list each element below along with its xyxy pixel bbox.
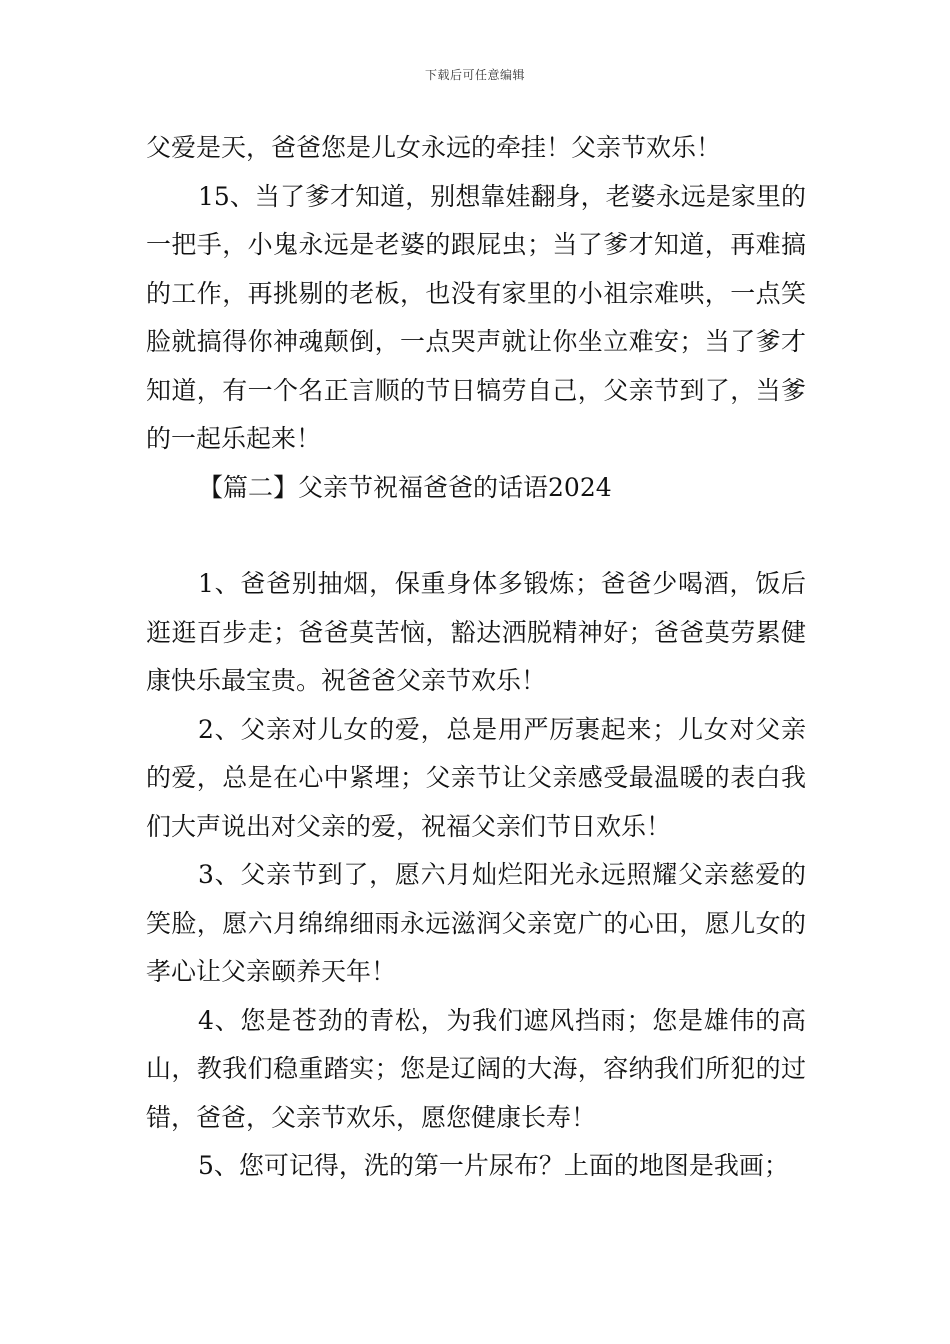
paragraph-item-15: 15、当了爹才知道，别想靠娃翻身，老婆永远是家里的一把手，小鬼永远是老婆的跟屁虫；当了爹才知道，再难搞的工作，再挑剔的老板，也没有家里的小祖宗难哄，一点笑脸就搞得你神魂颠倒，一点哭声就让你坐立难安；当了爹才知道，有一个名正言顺的节日犒劳自己，父亲节到了，当爹的一起乐起来！ bbox=[146, 181, 806, 453]
list-item: 5、您可记得，洗的第一片尿布？上面的地图是我画； bbox=[198, 1151, 789, 1180]
list-item: 4、您是苍劲的青松，为我们遮风挡雨；您是雄伟的高山，教我们稳重踏实；您是辽阔的大海，容纳我们所犯的过错，爸爸，父亲节欢乐，愿您健康长寿！ bbox=[146, 1005, 806, 1132]
blank-line bbox=[146, 512, 806, 560]
list-item: 3、父亲节到了，愿六月灿烂阳光永远照耀父亲慈爱的笑脸，愿六月绵绵细雨永远滋润父亲宽广的心田，愿儿女的孝心让父亲颐养天年！ bbox=[146, 860, 806, 986]
list-item: 1、爸爸别抽烟，保重身体多锻炼；爸爸少喝酒，饭后逛逛百步走；爸爸莫苦恼，豁达洒脱精神好；爸爸莫劳累健康快乐最宝贵。祝爸爸父亲节欢乐！ bbox=[146, 569, 806, 695]
paragraph-continuation: 父爱是天，爸爸您是儿女永远的牵挂！父亲节欢乐！ bbox=[146, 133, 722, 162]
section-title: 【篇二】父亲节祝福爸爸的话语2024 bbox=[198, 472, 612, 502]
page-header: 下载后可任意编辑 bbox=[424, 68, 525, 82]
list-item: 2、父亲对儿女的爱，总是用严厉裹起来；儿女对父亲的爱，总是在心中紧埋；父亲节让父亲感受最温暖的表白我们大声说出对父亲的爱，祝福父亲们节日欢乐！ bbox=[146, 714, 806, 841]
document-body bbox=[146, 124, 806, 1191]
